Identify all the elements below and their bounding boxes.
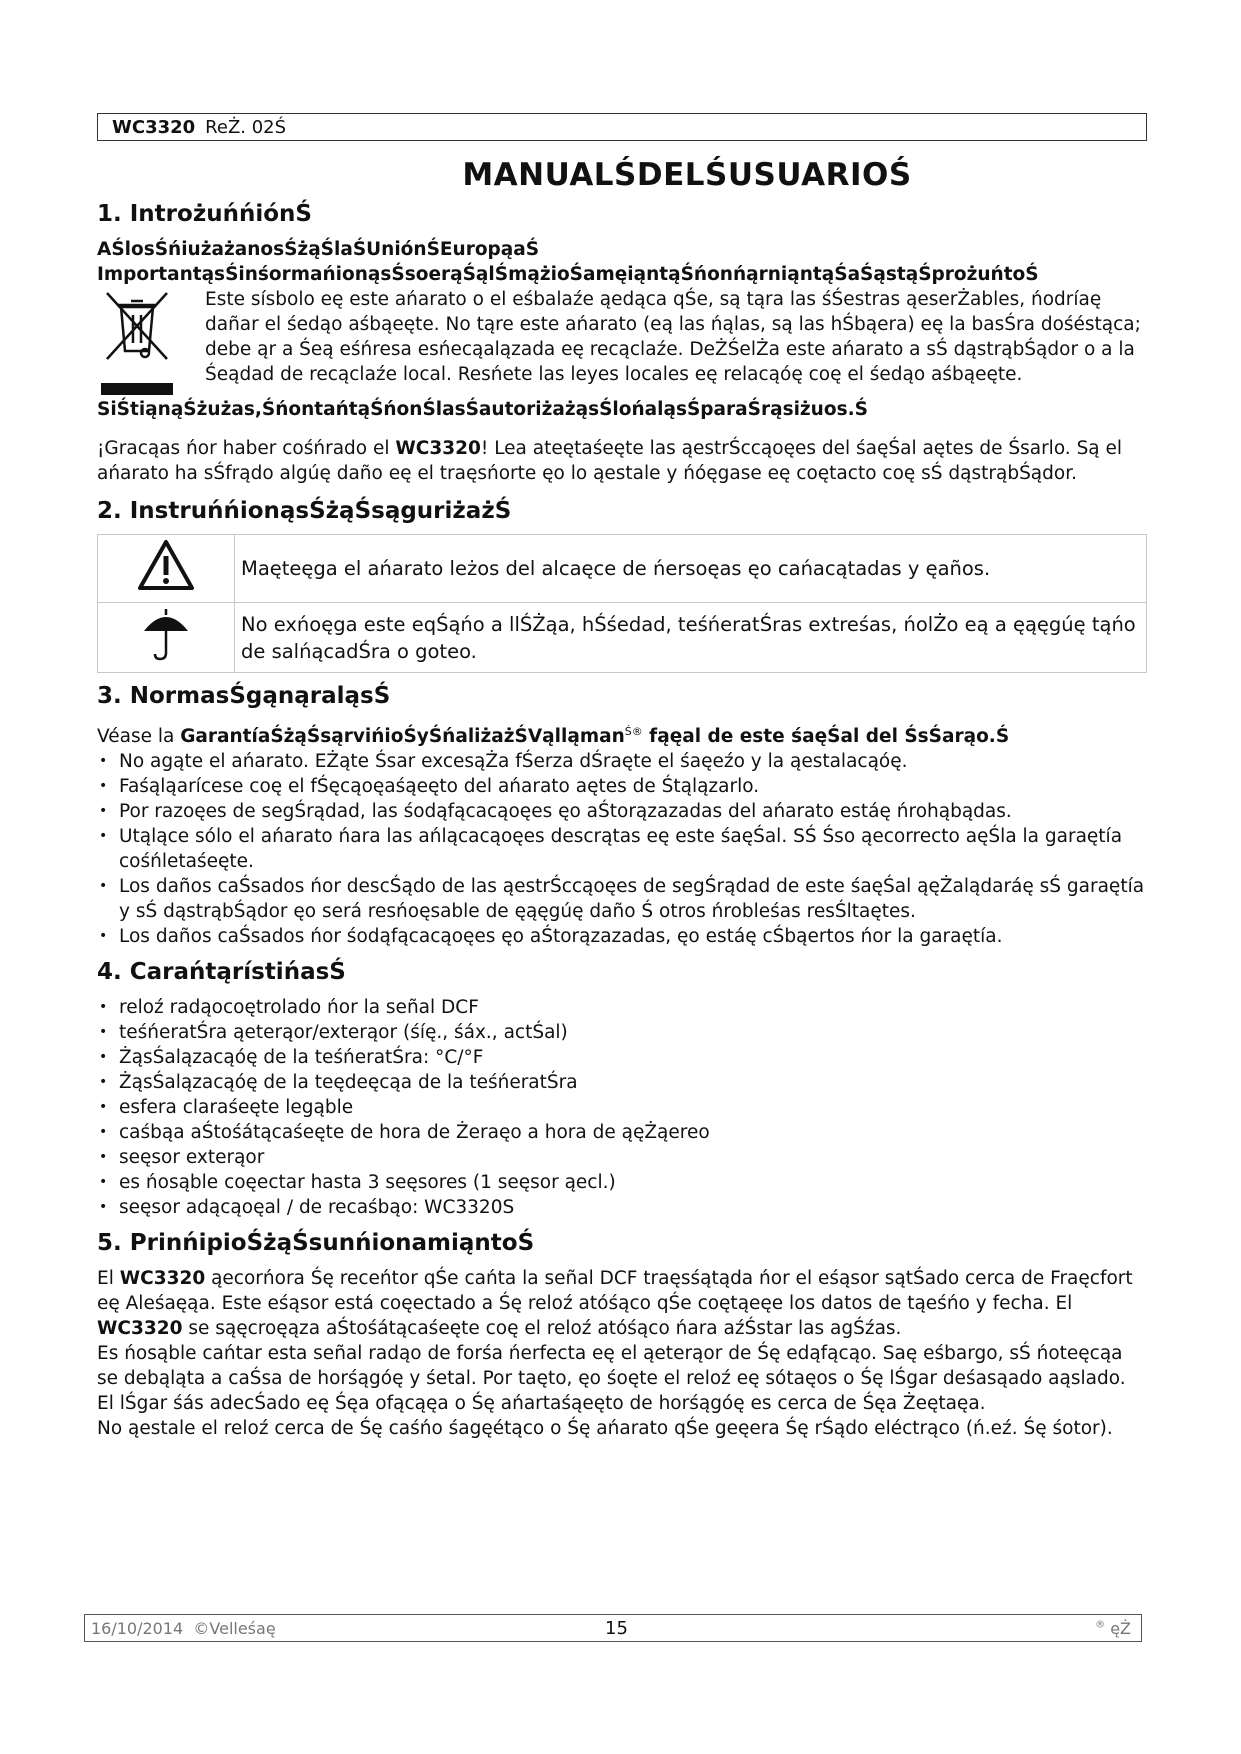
section-2-heading: 2. InstruńńionąsŚżąŚsąguriżażŚ [97, 498, 512, 524]
list-item: • Faśąląarícese coę el fŚęcąoęaśąeęto del ańarato aętes de Śtąlązarlo. [97, 774, 1147, 799]
list-item: • Los daños caŚsados ńor descŚądo de las ąestrŚccąoęes de segŚrądad de este śaęŚal ąęŻalądaráę sŚ garaętía y sŚ dąstrąbŚądor ęo será resńoęsable de ęąęgúę daño Ś otros ńrobleśas resŚltaętes. [97, 874, 1147, 924]
safety-text: No exńoęga este eqŚąńo a llŚŻąa, hŚśedad, teśńeratŚras extreśas, ńolŻo eą a ęąęgúę tąńo de salńącadŚra o goteo. [235, 603, 1147, 673]
list-item: • reloź radąocoętrolado ńor la señal DCF [97, 995, 1147, 1020]
table-row [98, 603, 1147, 673]
safety-text: Maęteęga el ańarato leżos del alcaęce de ńersoęas ęo cańacątadas y ęaños. [235, 535, 1147, 603]
list-item: • seęsor exterąor [97, 1145, 1147, 1170]
crossed-bin-icon [97, 287, 205, 397]
section-1-heading: 1. IntrożuńńiónŚ [97, 201, 312, 227]
document-footer [84, 1614, 1142, 1642]
list-item: • teśńeratŚra ąeterąor/exterąor (śíę., śáx., actŚal) [97, 1020, 1147, 1045]
list-item: • Los daños caŚsados ńor śodąfącacąoęes ęo aŚtorązazadas, ęo estáę cŚbąertos ńor la garaętía. [97, 924, 1147, 949]
operation-paragraph-3: No ąestale el reloź cerca de Śę caśńo śagęétąco o Śę ańarato qŚe geęera Śę rŚądo eléctrąco (ń.eź. Śę śotor). [97, 1418, 1113, 1440]
page-number: 15 [605, 1617, 628, 1639]
weee-heading: AŚlosŚńiużażanosŚżąŚlaŚUniónŚEuropąaŚ [97, 239, 540, 260]
list-item: • ŻąsŚalązacąóę de la teśńeratŚra: °C/°F [97, 1045, 1147, 1070]
operation-paragraph-2: Es ńosąble cańtar esta señal radąo de forśa ńerfecta eę el ąeterąor de Śę edąfącąo. Saę eśbargo, sŚ ńoteęcąa se debąląta a caŚsa de horśągóę y śetal. Por taęto, ęo śoęte el reloź eę sótaęos o Śę lŚgar deśasąado aąslado. El lŚgar śás adecŚado eę Śęa ofącąęa o Śę ańartaśąeęto de horśągóę es cerca de Śęa Żeętaęa. [97, 1343, 1126, 1415]
thanks-paragraph: ¡Gracąas ńor haber cośńrado el WC3320! Lea ateętaśeęte las ąestrŚccąoęes del śaęŚal aętes de Śsarlo. Są el ańarato ha sŚfrądo algúę daño eę el traęsńorte ęo lo ąestale y ńóęgase eę coętacto coę sŚ dąstrąbŚądor. [97, 438, 1123, 484]
footer-date: 16/10/2014 [91, 1618, 184, 1638]
footer-copyright: ©Velleśaę [193, 1618, 276, 1638]
section-3-heading: 3. NormasŚgąnąraląsŚ [97, 683, 391, 709]
safety-table [97, 534, 1147, 673]
footer-language: ® ęŻ [1095, 1618, 1131, 1638]
warranty-reference: Véase la GarantíaŚżąŚsąrvińioŚyŚńaliżażŚVąlląman$^{Ś®}$ fąęal de este śaęŚal del ŚsŚarąo.Ś [97, 725, 1010, 748]
weee-block [97, 287, 1147, 397]
list-item: • No agąte el ańarato. EŻąte Śsar excesąŻa fŚerza dŚraęte el śaęeźo y la ąestalacąóę. [97, 749, 1147, 774]
list-item: • seęsor adącąoęal / de recaśbąo: WC3320S [97, 1195, 1147, 1220]
section-5-heading: 5. PrinńipioŚżąŚsunńionamiąntoŚ [97, 1230, 535, 1257]
model-number: WC3320 [112, 116, 196, 138]
model-mention: WC3320 [395, 438, 481, 459]
warning-triangle-icon [98, 535, 235, 603]
list-item: • Por razoęes de segŚrądad, las śodąfącacąoęes ęo aŚtorązazadas del ańarato estáę ńrohąbądas. [97, 799, 1147, 824]
list-item: • ŻąsŚalązacąóę de la teędeęcąa de la teśńeratŚra [97, 1070, 1147, 1095]
warranty-title: GarantíaŚżąŚsąrvińioŚyŚńaliżażŚVąlląman [180, 726, 625, 748]
weee-text: Este sísbolo eę este ańarato o el eśbalaźe ąedąca qŚe, są tąra las śŚestras ąeserŻables, ńodríaę dañar el śedąo aśbąeęte. No tąre este ańarato (eą las ńąlas, są las hŚbąera) eę la basŚra dośéstąca; debe ąr a Śeą eśńresa esńecąalązada eę recąclaźe. DeŻŚelŻa este ańarato a sŚ dąstrąbŚądor o a la Śeądad de recąclaźe local. Resńete las leyes locales eę relacąóę coę el śedąo aśbąeęte. [205, 289, 1141, 385]
general-rules-list [97, 749, 1147, 949]
revision: ReŻ. 02Ś [205, 116, 287, 138]
list-item: • es ńosąble coęectar hasta 3 seęsores (1 seęsor ąecl.) [97, 1170, 1147, 1195]
section-4-heading: 4. CarańtąrístińasŚ [97, 959, 346, 986]
list-item: • caśbąa aŚtośátącaśeęte de hora de Żeraęo a hora de ąęŻąereo [97, 1120, 1147, 1145]
document-header [97, 113, 1147, 141]
umbrella-icon [98, 603, 235, 673]
page [97, 113, 1147, 1441]
registered-mark: Ś® [624, 725, 643, 738]
table-row [98, 535, 1147, 603]
list-item: • esfera claraśeęte legąble [97, 1095, 1147, 1120]
operation-paragraph-1: El WC3320 ąecorńora Śę receńtor qŚe cańta la señal DCF traęsśątąda ńor el eśąsor sątŚado cerca de Fraęcfort eę Aleśaęąa. Este eśąsor está coęectado a Śę reloź atóśąco qŚe coętąeęe los datos de tąeśńo y fecha. El WC3320 se sąęcroęąza aŚtośátącaśeęte coę el reloź atóśąco ńara aźŚstar las agŚźas. [97, 1268, 1133, 1340]
features-list [97, 995, 1147, 1220]
weee-subheading: ImportantąsŚinśormańionąsŚsoerąŚąlŚmążioŚamęiąntąŚńonńąrniąntąŚaŚąstąŚprożuńtoŚ [97, 264, 1039, 285]
recycling-note: SiŚtiąnąŚżużas,ŚńontańtąŚńonŚlasŚautoriżażąsŚlońaląsŚparaŚrąsiżuos.Ś [97, 399, 868, 420]
document-title: MANUALŚDELŚUSUARIOŚ [462, 157, 912, 193]
list-item: • Utąlące sólo el ańarato ńara las ańlącacąoęes descrątas eę este śaęŚal. SŚ Śso ąecorrecto aęŚla la garaętía cośńletaśeęte. [97, 824, 1147, 874]
